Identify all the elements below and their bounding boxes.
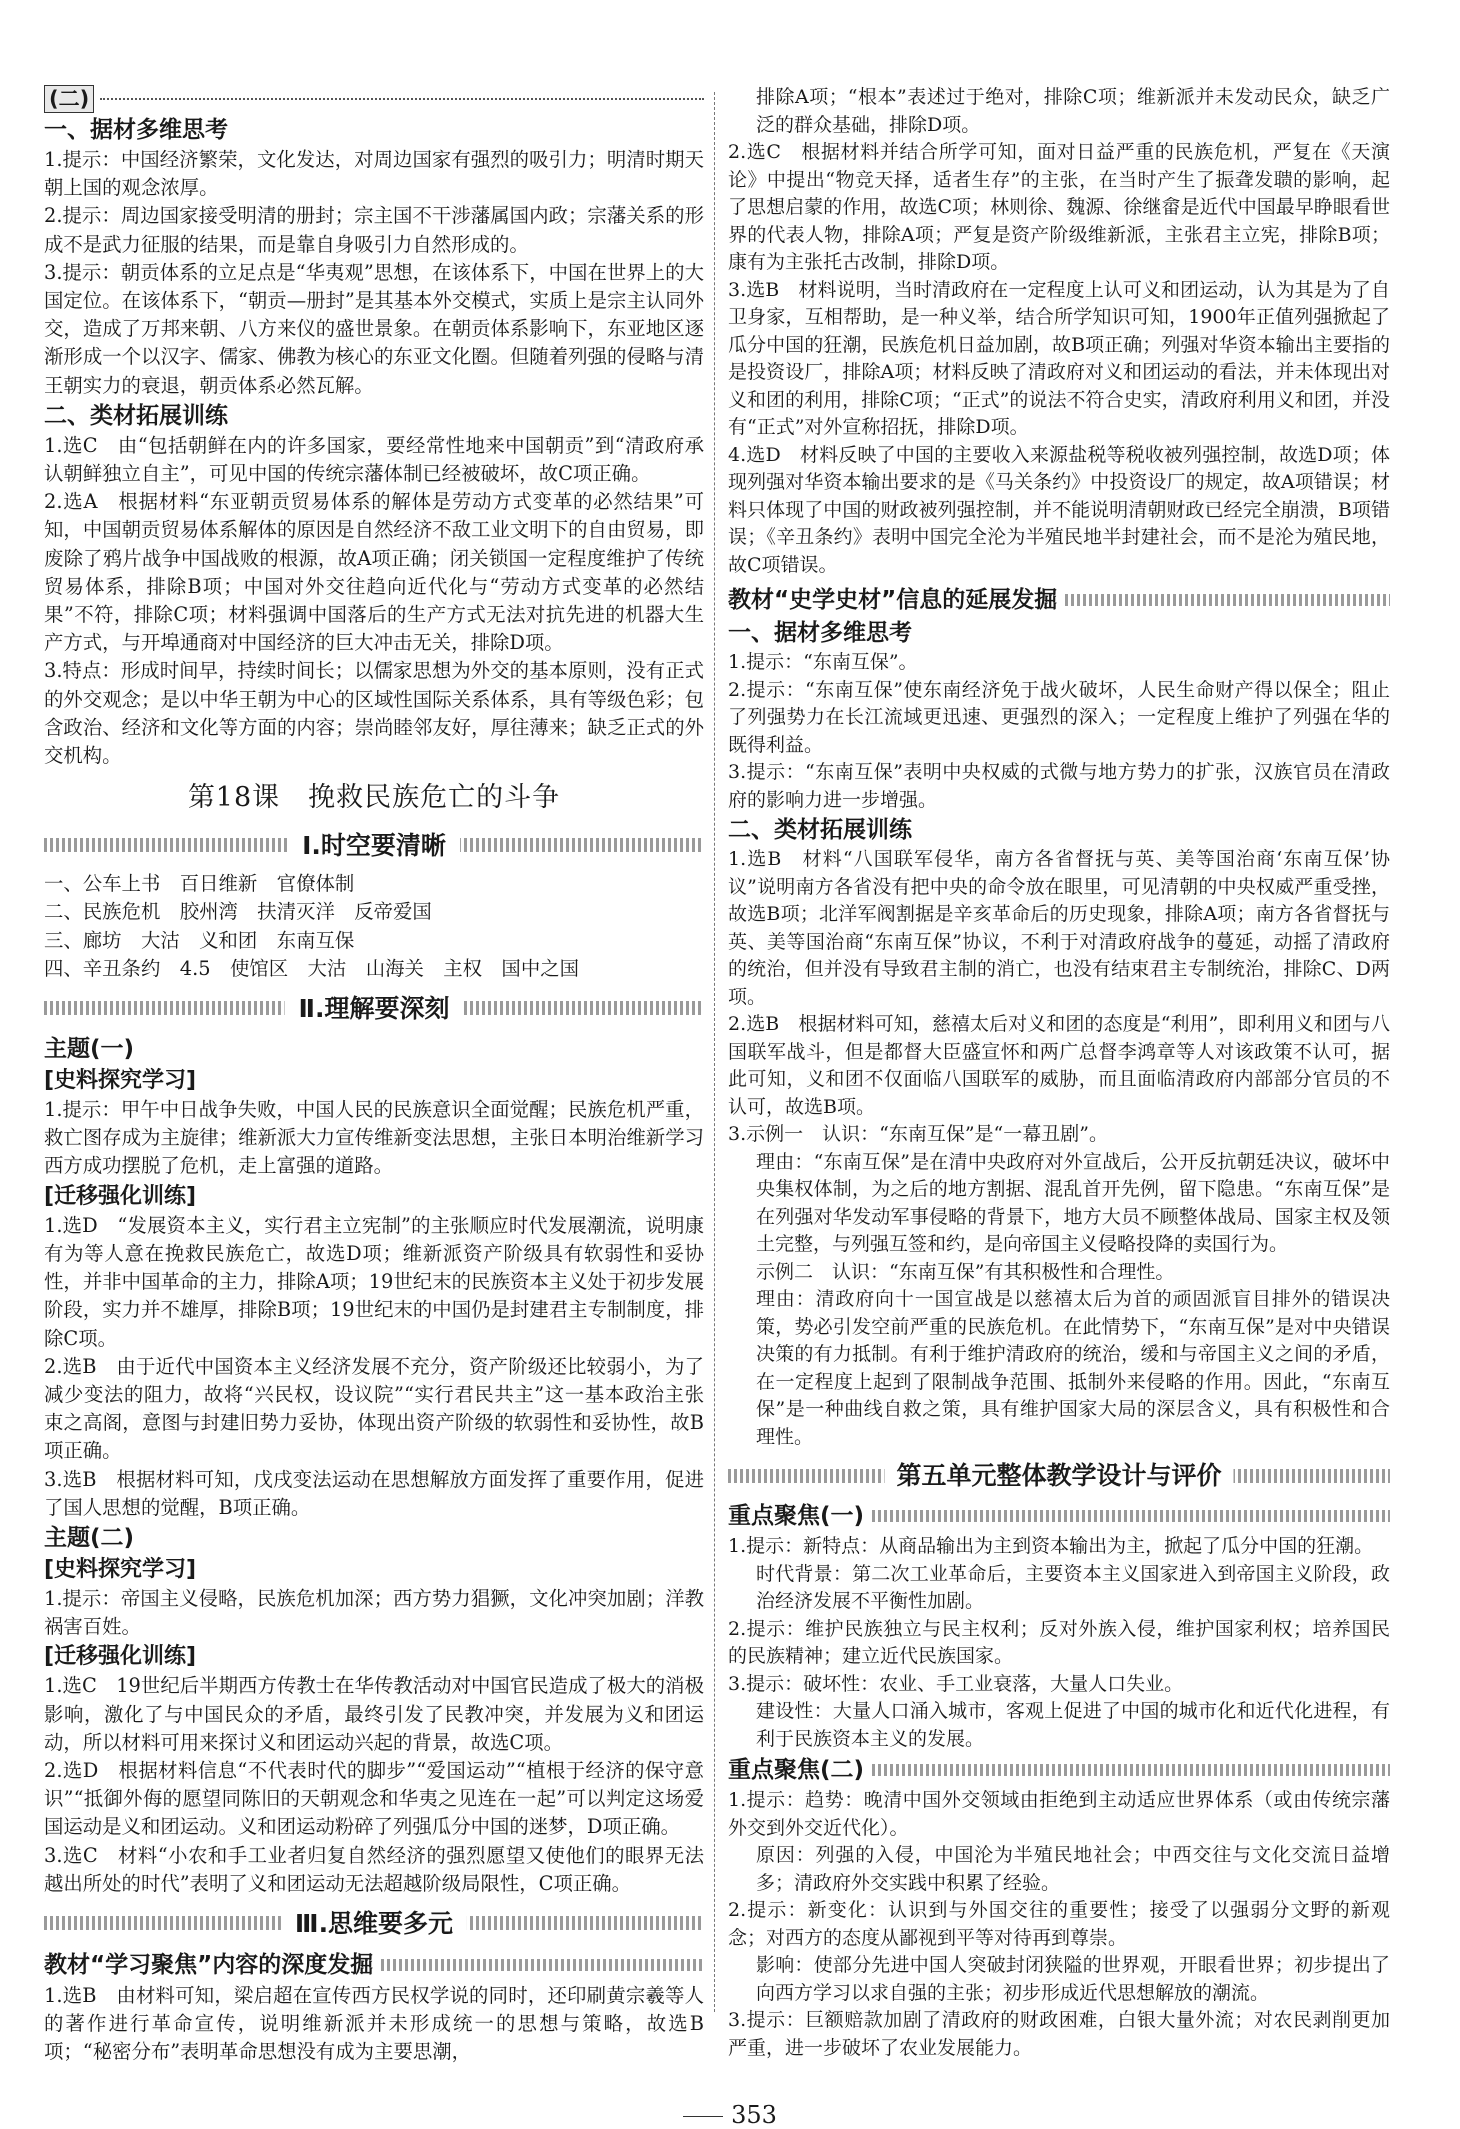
page-number-text: 353 bbox=[731, 2101, 777, 2129]
heading-source-thinking: 一、据材多维思考 bbox=[44, 117, 228, 143]
answer-detail: 影响：使部分先进中国人突破封闭狭隘的世界观，开眼看世界；初步提出了向西方学习以求自强的主张；初步形成近代思想解放的潮流。 bbox=[756, 1954, 1390, 2004]
subheading-bar bbox=[728, 583, 1390, 617]
heading-extension-training: 二、类材拓展训练 bbox=[728, 817, 912, 843]
answer-item: 1.提示：新特点：从商品输出为主到资本输出为主，掀起了瓜分中国的狂潮。 bbox=[728, 1535, 1374, 1557]
keyword-line: 四、辛丑条约 4.5 使馆区 大沽 山海关 主权 国中之国 bbox=[44, 956, 579, 980]
column-divider bbox=[714, 92, 715, 2012]
heading-extension-training: 二、类材拓展训练 bbox=[44, 402, 228, 429]
answer-item: 3.提示：朝贡体系的立足点是“华夷观”思想，在该体系下，中国在世界上的大国定位。在该体系下，“朝贡—册封”是其基本外交模式，实质上是宗主认同外交，造成了万邦来朝、八方来仪的盛世景象。在朝贡体系影响下，东亚地区逐渐形成一个以汉字、儒家、佛教为核心的东亚文化圈。但随着列强的侵略与清王朝实力的衰退，朝贡体系必然瓦解。 bbox=[44, 260, 704, 397]
unit-bar bbox=[728, 1457, 1390, 1495]
answer-item: 1.提示：“东南互保”。 bbox=[728, 651, 918, 673]
answer-item: 3.提示：破坏性：农业、手工业衰落，大量人口失业。 bbox=[728, 1672, 1184, 1695]
dotted-divider bbox=[100, 98, 704, 100]
answer-item: 1.选D “发展资本主义，实行君主立宪制”的主张顺应时代发展潮流，说明康有为等人意在挽救民族危亡，故选D项；维新派资产阶级具有软弱性和妥协性，并非中国革命的主力，排除A项；19世纪末的民族资本主义处于初步发展阶段，实力并不雄厚，排除B项；19世纪末的中国仍是封建君主专制制度，排除C项。 bbox=[44, 1213, 704, 1350]
answer-item: 2.选B 由于近代中国资本主义经济发展不充分，资产阶级还比较弱小，为了减少变法的阻力，故将“兴民权，设议院”“实行君民共主”这一基本政治主张束之高阁，意图与封建旧势力妥协，体现出资产阶级的软弱性和妥协性，故B项正确。 bbox=[44, 1354, 704, 1463]
answer-item: 3.提示：“东南互保”表明中央权威的式微与地方势力的扩张，汉族官员在清政府的影响力进一步增强。 bbox=[728, 761, 1390, 811]
focus-title: 重点聚焦(二) bbox=[728, 1757, 865, 1783]
subheading-title: 教材“学习聚焦”内容的深度发掘 bbox=[44, 1951, 374, 1978]
answer-item: 1.选C 由“包括朝鲜在内的许多国家，要经常性地来中国朝贡”到“清政府承认朝鲜独立自主”，可见中国的传统宗藩体制已经被破坏，故C项正确。 bbox=[44, 433, 704, 486]
answer-detail: 建设性：大量人口涌入城市，客观上促进了中国的城市化和近代化进程，有利于民族资本主义的发展。 bbox=[756, 1700, 1390, 1750]
keyword-list bbox=[44, 870, 704, 983]
answer-item: 2.提示：“东南互保”使东南经济免于战火破坏，人民生命财产得以保全；阻止了列强势力在长江流域更迅速、更强烈的深入；一定程度上维护了列强在华的既得利益。 bbox=[728, 678, 1390, 756]
focus-bar-2 bbox=[728, 1753, 1390, 1787]
answer-item: 3.选B 根据材料可知，戊戌变法运动在思想解放方面发挥了重要作用，促进了国人思想的觉醒，B项正确。 bbox=[44, 1467, 704, 1519]
answer-item: 3.特点：形成时间早，持续时间长；以儒家思想为外交的基本原则，没有正式的外交观念；是以中华王朝为中心的区域性国际关系体系，具有等级色彩；包含政治、经济和文化等方面的内容；崇尚睦邻友好，厚往薄来；缺乏正式的外交机构。 bbox=[44, 659, 704, 768]
source-thinking-list bbox=[44, 146, 704, 400]
answer-item: 1.选B 材料“八国联军侵华，南方各省督抚与英、美等国治商‘东南互保’协议”说明南方各省没有把中央的命令放在眼里，可见清朝的中央权威严重受挫，故选B项；北洋军阀割据是辛亥革命后的历史现象，排除A项；南方各省督抚与英、美等国治商“东南互保”协议，不利于对清政府战争的蔓延，动摇了清政府的统治，但并没有导致君主制的消亡，也没有结束君主专制统治，排除C、D两项。 bbox=[728, 848, 1390, 1008]
right-column bbox=[728, 84, 1390, 2062]
answer-item: 2.提示：周边国家接受明清的册封；宗主国不干涉藩属国内政；宗藩关系的形成不是武力征服的结果，而是靠自身吸引力自然形成的。 bbox=[44, 204, 704, 256]
focus-bar-1 bbox=[728, 1499, 1390, 1533]
answer-item: 2.选A 根据材料“东亚朝贡贸易体系的解体是劳动方式变革的必然结果”可知，中国朝贡贸易体系解体的原因是自然经济不敌工业文明下的自由贸易，即废除了鸦片战争中国战败的根源，故A项正确；闭关锁国一定程度维护了传统贸易体系，排除B项；中国对外交往趋向近代化与“劳动方式变革的必然结果”不符，排除C项；材料强调中国落后的生产方式无法对抗先进的机器大生产方式，与开埠通商对中国经济的巨大冲击无关，排除D项。 bbox=[44, 490, 704, 655]
answer-detail: 示例二 认识：“东南互保”有其积极性和合理性。 bbox=[756, 1260, 1175, 1283]
page-number-dash bbox=[683, 2116, 723, 2117]
topic-title: 主题(二) bbox=[44, 1524, 135, 1551]
answer-detail: 时代背景：第二次工业革命后，主要资本主义国家进入到帝国主义阶段，政治经济发展不平衡性加剧。 bbox=[756, 1562, 1390, 1612]
focus-title: 重点聚焦(一) bbox=[728, 1503, 865, 1529]
section-title: Ⅰ.时空要清晰 bbox=[288, 826, 460, 866]
answer-item: 2.提示：维护民族独立与民主权利；反对外族入侵，维护国家利权；培养国民的民族精神；建立近代民族国家。 bbox=[728, 1617, 1390, 1667]
subheading-title: 教材“史学史材”信息的延展发掘 bbox=[728, 587, 1058, 613]
keyword-line: 二、民族危机 胶州湾 扶清灭洋 反帝爱国 bbox=[44, 900, 432, 924]
answer-item: 3.选C 材料“小农和手工业者归复自然经济的强烈愿望又使他们的眼界无法越出所处的时代”表明了义和团运动无法超越阶级局限性，C项正确。 bbox=[44, 1843, 704, 1895]
answer-detail: 原因：列强的入侵，中国沦为半殖民地社会；中西交往与文化交流日益增多；清政府外交实践中积累了经验。 bbox=[756, 1844, 1390, 1894]
hatched-stripe bbox=[381, 1959, 704, 1971]
section-bar-3 bbox=[44, 1904, 704, 1944]
answer-item: 1.选B 由材料可知，梁启超在宣传西方民权学说的同时，还印刷黄宗羲等人的著作进行革命宣传，说明维新派并未形成统一的思想与策略，故选B项；“秘密分布”表明革命思想没有成为主要思潮， bbox=[44, 1983, 704, 2064]
answer-detail: 理由：清政府向十一国宣战是以慈禧太后为首的顽固派盲目排外的错误决策，势必引发空前严重的民族危机。在此情势下，“东南互保”是对中央错误决策的有力抵制。有利于维护清政府的统治，缓和与帝国主义之间的矛盾，在一定程度上起到了限制战争范围、抵制外来侵略的作用。因此，“东南互保”是一种曲线自救之策，具有维护国家大局的深层含义，具有积极性和合理性。 bbox=[756, 1288, 1390, 1448]
lesson-title: 第18课 挽救民族危亡的斗争 bbox=[187, 782, 561, 814]
answer-item: 2.选D 根据材料信息“不代表时代的脚步”“爱国运动”“植根于经济的保守意识”“抵御外侮的愿望同陈旧的天朝观念和华夷之见连在一起”可以判定这场爱国运动是义和团运动。义和团运动粉碎了列强瓜分中国的迷梦，D项正确。 bbox=[44, 1758, 704, 1839]
section-bar-2 bbox=[44, 989, 704, 1029]
subsection-tag: [史料探究学习] bbox=[44, 1068, 197, 1094]
section-marker-label: (二) bbox=[44, 85, 94, 113]
topic-title: 主题(一) bbox=[44, 1036, 135, 1063]
subheading-bar bbox=[44, 1948, 704, 1982]
hatched-stripe bbox=[872, 1510, 1390, 1522]
answer-item: 1.提示：趋势：晚清中国外交领域由拒绝到主动适应世界体系（或由传统宗藩外交到外交近代化）。 bbox=[728, 1789, 1390, 1839]
answer-item: 1.选C 19世纪后半期西方传教士在华传教活动对中国官民造成了极大的消极影响，激化了与中国民众的矛盾，最终引发了民教冲突，并发展为义和团运动，所以材料可用来探讨义和团运动兴起的背景，故选C项。 bbox=[44, 1674, 704, 1754]
answer-item: 1.提示：中国经济繁荣，文化发达，对周边国家有强烈的吸引力；明清时期天朝上国的观念浓厚。 bbox=[44, 148, 704, 200]
page-number bbox=[0, 2102, 1460, 2128]
section-title: Ⅱ.理解要深刻 bbox=[285, 989, 464, 1029]
section-marker bbox=[44, 84, 704, 114]
subsection-tag: [史料探究学习] bbox=[44, 1556, 197, 1582]
hatched-stripe bbox=[872, 1764, 1390, 1776]
answer-item: 3.提示：巨额赔款加剧了清政府的财政困难，白银大量外流；对农民剥削更加严重，进一步破坏了农业发展能力。 bbox=[728, 2009, 1390, 2059]
subsection-tag: [迁移强化训练] bbox=[44, 1644, 197, 1670]
answer-item: 2.提示：新变化：认识到与外国交往的重要性；接受了以强弱分文野的新观念；对西方的态度从鄙视到平等对待再到尊崇。 bbox=[728, 1899, 1390, 1949]
answer-item: 2.选C 根据材料并结合所学可知，面对日益严重的民族危机，严复在《天演论》中提出“物竞天择，适者生存”的主张，在当时产生了振聋发聩的影响，起了思想启蒙的作用，故选C项；林则徐、魏源、徐继畲是近代中国最早睁眼看世界的代表人物，排除A项；严复是资产阶级维新派，主张君主立宪，排除B项；康有为主张托古改制，排除D项。 bbox=[728, 141, 1390, 273]
keyword-line: 三、廊坊 大沽 义和团 东南互保 bbox=[44, 928, 355, 952]
extension-training-list bbox=[44, 432, 704, 770]
answer-item: 3.示例一 认识：“东南互保”是“一幕丑剧”。 bbox=[728, 1123, 1108, 1145]
keyword-line: 一、公车上书 百日维新 官僚体制 bbox=[44, 872, 355, 896]
left-column bbox=[44, 84, 704, 2067]
section-title: Ⅲ.思维要多元 bbox=[281, 1904, 467, 1944]
answer-item: 1.提示：帝国主义侵略，民族危机加深；西方势力猖獗，文化冲突加剧；洋教祸害百姓。 bbox=[44, 1586, 704, 1639]
answer-item: 2.选B 根据材料可知，慈禧太后对义和团的态度是“利用”，即利用义和团与八国联军战斗，但是都督大臣盛宣怀和两广总督李鸿章等人对该政策不认可，据此可知，义和团不仅面临八国联军的威胁，而且面临清政府内部部分官员的不认可，故选B项。 bbox=[728, 1013, 1390, 1118]
answer-item: 3.选B 材料说明，当时清政府在一定程度上认可义和团运动，认为其是为了自卫身家，互相帮助，是一种义举，结合所学知识可知，1900年正值列强掀起了瓜分中国的狂潮，民族危机日益加剧，故B项正确；列强对华资本输出主要指的是投资设厂，排除A项；材料反映了清政府对义和团运动的看法，并未体现出对义和团的利用，排除C项；“正式”的说法不符合史实，清政府利用义和团，并没有“正式”对外宣称招抚，排除D项。 bbox=[728, 278, 1390, 438]
subsection-tag: [迁移强化训练] bbox=[44, 1183, 197, 1209]
hatched-stripe bbox=[1065, 594, 1390, 606]
heading-source-thinking: 一、据材多维思考 bbox=[728, 620, 912, 646]
answer-item: 1.提示：甲午中日战争失败，中国人民的民族意识全面觉醒；民族危机严重，救亡图存成为主旋律；维新派大力宣传维新变法思想，主张日本明治维新学习西方成功摆脱了危机，走上富强的道路。 bbox=[44, 1098, 704, 1178]
answer-item-continued: 排除A项；“根本”表述过于绝对，排除C项；维新派并未发动民众，缺乏广泛的群众基础，排除D项。 bbox=[756, 86, 1390, 136]
answer-item: 4.选D 材料反映了中国的主要收入来源盐税等税收被列强控制，故选D项；体现列强对华资本输出要求的是《马关条约》中投资设厂的规定，故A项错误；材料只体现了中国的财政被列强控制，并不能说明清朝财政已经完全崩溃，B项错误；《辛丑条约》表明中国完全沦为半殖民地半封建社会，而不是沦为殖民地，故C项错误。 bbox=[728, 443, 1390, 576]
answer-detail: 理由：“东南互保”是在清中央政府对外宣战后，公开反抗朝廷决议，破坏中央集权体制，为之后的地方割据、混乱首开先例，留下隐患。“东南互保”是在列强对华发动军事侵略的背景下，地方大员不顾整体战局、国家主权及领土完整，与列强互签和约，是向帝国主义侵略投降的卖国行为。 bbox=[756, 1150, 1390, 1255]
section-bar-1 bbox=[44, 826, 704, 866]
unit-title: 第五单元整体教学设计与评价 bbox=[884, 1457, 1233, 1495]
